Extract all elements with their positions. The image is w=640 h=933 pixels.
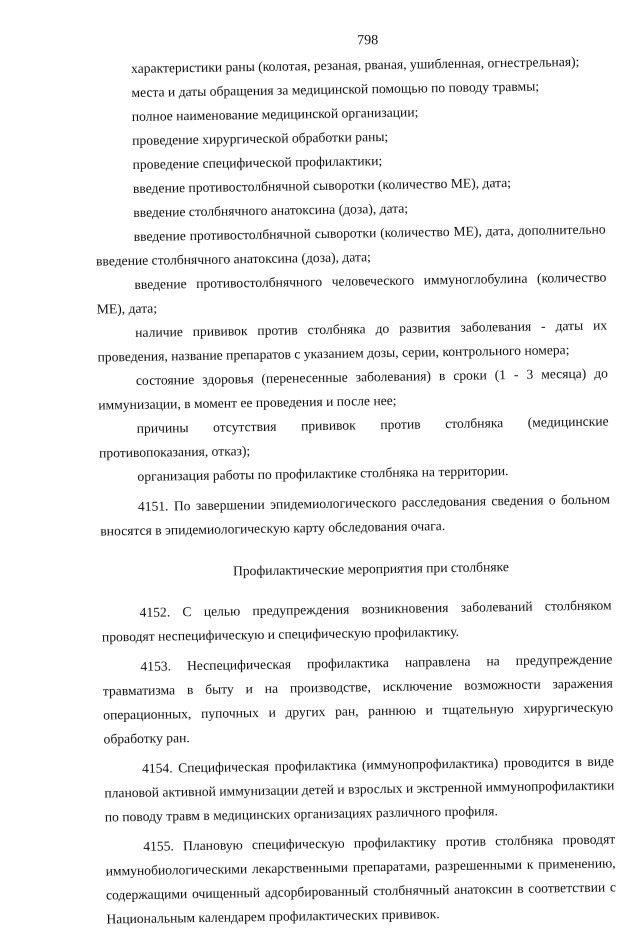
section-heading: Профилактические мероприятия при столбняке (232, 559, 509, 579)
list-item: причины отсутствия прививок против столбняка (медицинские противопоказания, отказ); (98, 413, 609, 461)
paragraph-4151: 4151. По завершении эпидемиологического расследования сведения о больном вносятся в эпидемиологическую карту обследования очага. (100, 491, 610, 539)
list-item: проведение хирургической обработки раны; (132, 128, 389, 148)
list-item: введение противостолбнячной сыворотки (количество МЕ), дата, дополнительно введение столбнячного анатоксина (доза), дата; (95, 221, 606, 269)
paragraph-4153: 4153. Неспецифическая профилактика направлена на предупреждение травматизма в быту и на производстве, исключение возможности заражения операционных, пупочных и других ран, раннюю и тщательную хирургическую обработку ран. (102, 651, 614, 747)
list-item: введение противостолбнячной сыворотки (количество МЕ), дата; (132, 175, 512, 196)
list-item: состояние здоровья (перенесенные заболевания) в сроки (1 - 3 месяца) до иммунизации, в момент ее проведения и после нее; (98, 365, 609, 413)
list-item: введение противостолбнячного человеческого иммуноглобулина (количество МЕ), дата; (96, 269, 607, 317)
list-item: организация работы по профилактике столбняка на территории. (137, 463, 509, 484)
page-number: 798 (357, 33, 379, 49)
list-item: места и даты обращения за медицинской помощью по поводу травмы; (131, 78, 540, 100)
list-item: наличие прививок против столбняка до развития заболевания - даты их проведения, название препаратов с указанием дозы, серии, контрольного номера; (97, 317, 608, 365)
paragraph-4155: 4155. Плановую специфическую профилактику против столбняка проводят иммунобиологическими лекарственными препаратами, разрешенными к применению, содержащими очищенный адсорбированный столбнячный анатоксин в соответствии с Национальным календарем профилактических прививок. (105, 831, 617, 927)
list-item: характеристики раны (колотая, резаная, рваная, ушибленная, огнестрельная); (130, 53, 580, 76)
list-item: полное наименование медицинской организации; (131, 104, 419, 124)
paragraph-4154: 4154. Специфическая профилактика (иммунопрофилактика) проводится в виде плановой активной иммунизации детей и взрослых и экстренной иммунопрофилактики по поводу травм в медицинских организациях различного профиля. (104, 753, 615, 825)
list-item: проведение специфической профилактики; (132, 153, 383, 172)
list-item: введение столбнячного анатоксина (доза), дата; (133, 200, 409, 220)
paragraph-4152: 4152. С целью предупреждения возникновения заболеваний столбняком проводят неспецифическую и специфическую профилактику. (101, 597, 612, 645)
